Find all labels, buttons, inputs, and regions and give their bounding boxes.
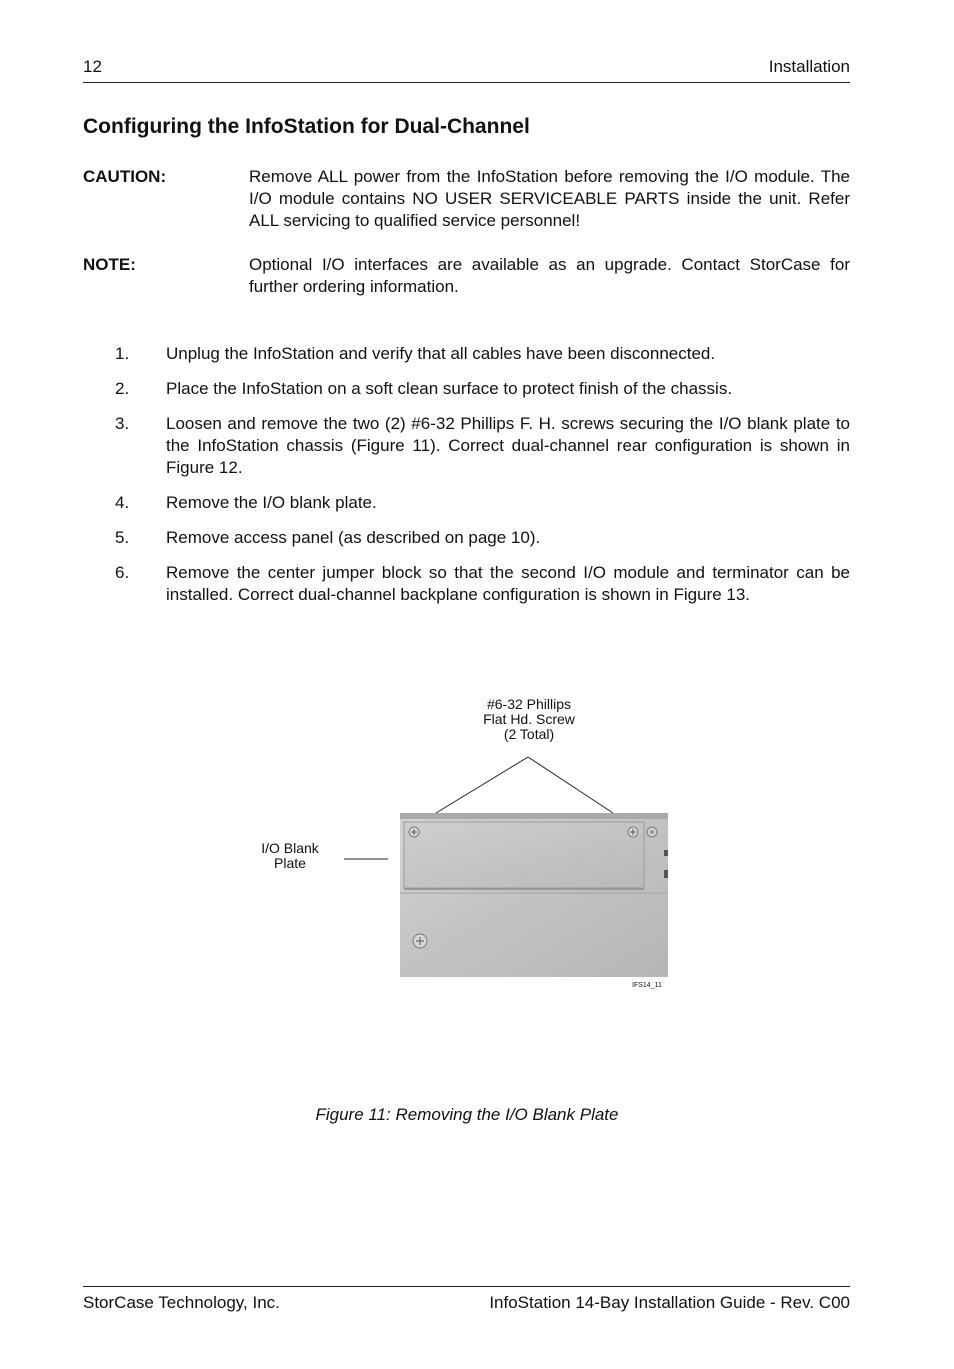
screw-callout-line: #6-32 Phillips: [486, 696, 572, 712]
step-number: 4.: [115, 493, 130, 512]
caution-text: Remove ALL power from the InfoStation before removing the I/O module. The I/O module contains NO USER SERVICEABLE PARTS inside the unit. Refer ALL servicing to qualified service personnel!: [249, 167, 850, 230]
step-number: 2.: [115, 379, 130, 398]
plate-callout: [250, 841, 330, 871]
step-text: Remove the I/O blank plate.: [166, 493, 377, 512]
screw-leader-right: [528, 757, 613, 813]
page-number: 12: [83, 57, 102, 76]
step-number: 1.: [115, 344, 130, 363]
step-number: 3.: [115, 414, 130, 433]
lower-screw-icon: [413, 934, 427, 948]
caution-label: CAUTION:: [83, 167, 167, 186]
page-title: Configuring the InfoStation for Dual-Channel: [83, 115, 530, 138]
step-text: Loosen and remove the two (2) #6-32 Phillips F. H. screws securing the I/O blank plate to the InfoStation chassis (Figure 11). Correct dual-channel rear configuration is shown in Figure 12.: [166, 414, 850, 477]
chassis-screw-icon: [647, 827, 657, 837]
note-text: Optional I/O interfaces are available as an upgrade. Contact StorCase for further ordering information.: [249, 255, 850, 296]
edge-notch: [664, 870, 668, 878]
note-label: NOTE:: [83, 255, 136, 274]
step-number: 5.: [115, 528, 130, 547]
footer-company: StorCase Technology, Inc.: [83, 1293, 280, 1312]
step-text: Remove access panel (as described on page 10).: [166, 528, 541, 547]
step-text: Remove the center jumper block so that the second I/O module and terminator can be installed. Correct dual-channel backplane configuration is shown in Figure 13.: [166, 563, 850, 604]
io-blank-plate: [404, 822, 644, 888]
footer-rule: [83, 1286, 850, 1287]
screw-leader-left: [436, 757, 528, 813]
edge-notch: [664, 850, 668, 856]
screw-callout-line: Flat Hd. Screw: [483, 711, 575, 727]
step-text: Place the InfoStation on a soft clean surface to protect finish of the chassis.: [166, 379, 733, 398]
figure-id: IFS14_11: [632, 982, 662, 989]
screw-callout: [469, 697, 589, 742]
plate-callout-line: I/O Blank: [261, 840, 319, 856]
section-title: Installation: [768, 57, 850, 76]
step-number: 6.: [115, 563, 130, 582]
screw-callout-line: (2 Total): [503, 726, 555, 742]
step-text: Unplug the InfoStation and verify that all cables have been disconnected.: [166, 344, 716, 363]
screw-left-icon: [409, 827, 419, 837]
figure-caption: Figure 11: Removing the I/O Blank Plate: [315, 1105, 619, 1124]
plate-callout-line: Plate: [274, 855, 306, 871]
footer-guide-title: InfoStation 14-Bay Installation Guide - Rev. C00: [489, 1293, 850, 1312]
chassis-top-edge: [400, 813, 668, 819]
screw-right-icon: [628, 827, 638, 837]
